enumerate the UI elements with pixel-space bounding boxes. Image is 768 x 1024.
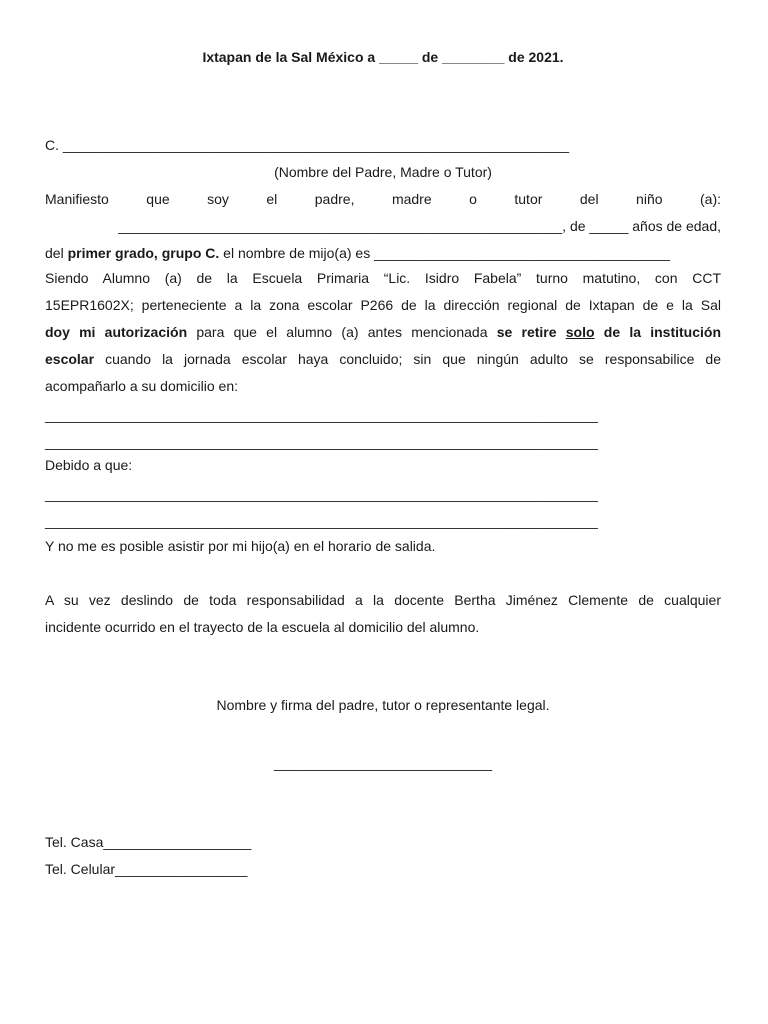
deslindo-line-2: incidente ocurrido en el trayecto de la escuela al domicilio del alumno. bbox=[45, 619, 480, 635]
institucion-bold: de la institución bbox=[594, 324, 721, 340]
parent-name-line: C. _________________________________________________________________ bbox=[45, 137, 569, 153]
reason-blank-line-1: _______________________________________________________________________ bbox=[45, 486, 598, 502]
debido-label: Debido a que: bbox=[45, 457, 133, 473]
authorization-bold: doy mi autorización bbox=[45, 324, 188, 340]
deslindo-line-1: A su vez deslindo de toda responsabilidad a la docente Bertha Jiménez Clemente de cualquier bbox=[45, 592, 721, 608]
grade-line bbox=[45, 240, 721, 267]
paragraph-school-line-1: Siendo Alumno (a) de la Escuela Primaria “Lic. Isidro Fabela” turno matutino, con CCT bbox=[45, 270, 721, 286]
grade-suffix: el nombre de mijo(a) es ______________________________________ bbox=[219, 245, 670, 261]
reason-blank-line-2: _______________________________________________________________________ bbox=[45, 513, 598, 529]
retire-bold: se retire bbox=[496, 324, 566, 340]
address-blank-line-2: _______________________________________________________________________ bbox=[45, 434, 598, 450]
tel-celular-field: Tel. Celular_________________ bbox=[45, 861, 248, 877]
child-name-line: _________________________________________________________, de _____ años de edad, bbox=[118, 218, 721, 234]
document-title: Ixtapan de la Sal México a _____ de ________ de 2021. bbox=[202, 49, 564, 65]
authorization-line bbox=[45, 319, 721, 346]
address-blank-line-1: _______________________________________________________________________ bbox=[45, 407, 598, 423]
no-posible-line: Y no me es posible asistir por mi hijo(a) en el horario de salida. bbox=[45, 538, 436, 554]
escolar-text: cuando la jornada escolar haya concluido; sin que ningún adulto se responsabilice de bbox=[94, 351, 721, 367]
escolar-line bbox=[45, 346, 721, 373]
authorization-text: para que el alumno (a) antes mencionada bbox=[187, 324, 497, 340]
tel-casa-field: Tel. Casa___________________ bbox=[45, 834, 252, 850]
solo-underlined: solo bbox=[565, 324, 595, 340]
grade-prefix: del bbox=[45, 245, 68, 261]
signature-line: ____________________________ bbox=[273, 755, 492, 771]
paragraph-school-line-2: 15EPR1602X; perteneciente a la zona escolar P266 de la dirección regional de Ixtapan de e la Sal bbox=[45, 297, 721, 313]
grade-group-bold: primer grado, grupo C. bbox=[67, 245, 220, 261]
manifiesto-line: Manifiesto que soy el padre, madre o tutor del niño (a): bbox=[45, 191, 721, 207]
escolar-bold: escolar bbox=[45, 351, 95, 367]
acompanarlo-line: acompañarlo a su domicilio en: bbox=[45, 378, 238, 394]
parent-name-caption: (Nombre del Padre, Madre o Tutor) bbox=[274, 164, 492, 180]
signature-label: Nombre y firma del padre, tutor o representante legal. bbox=[216, 697, 550, 713]
